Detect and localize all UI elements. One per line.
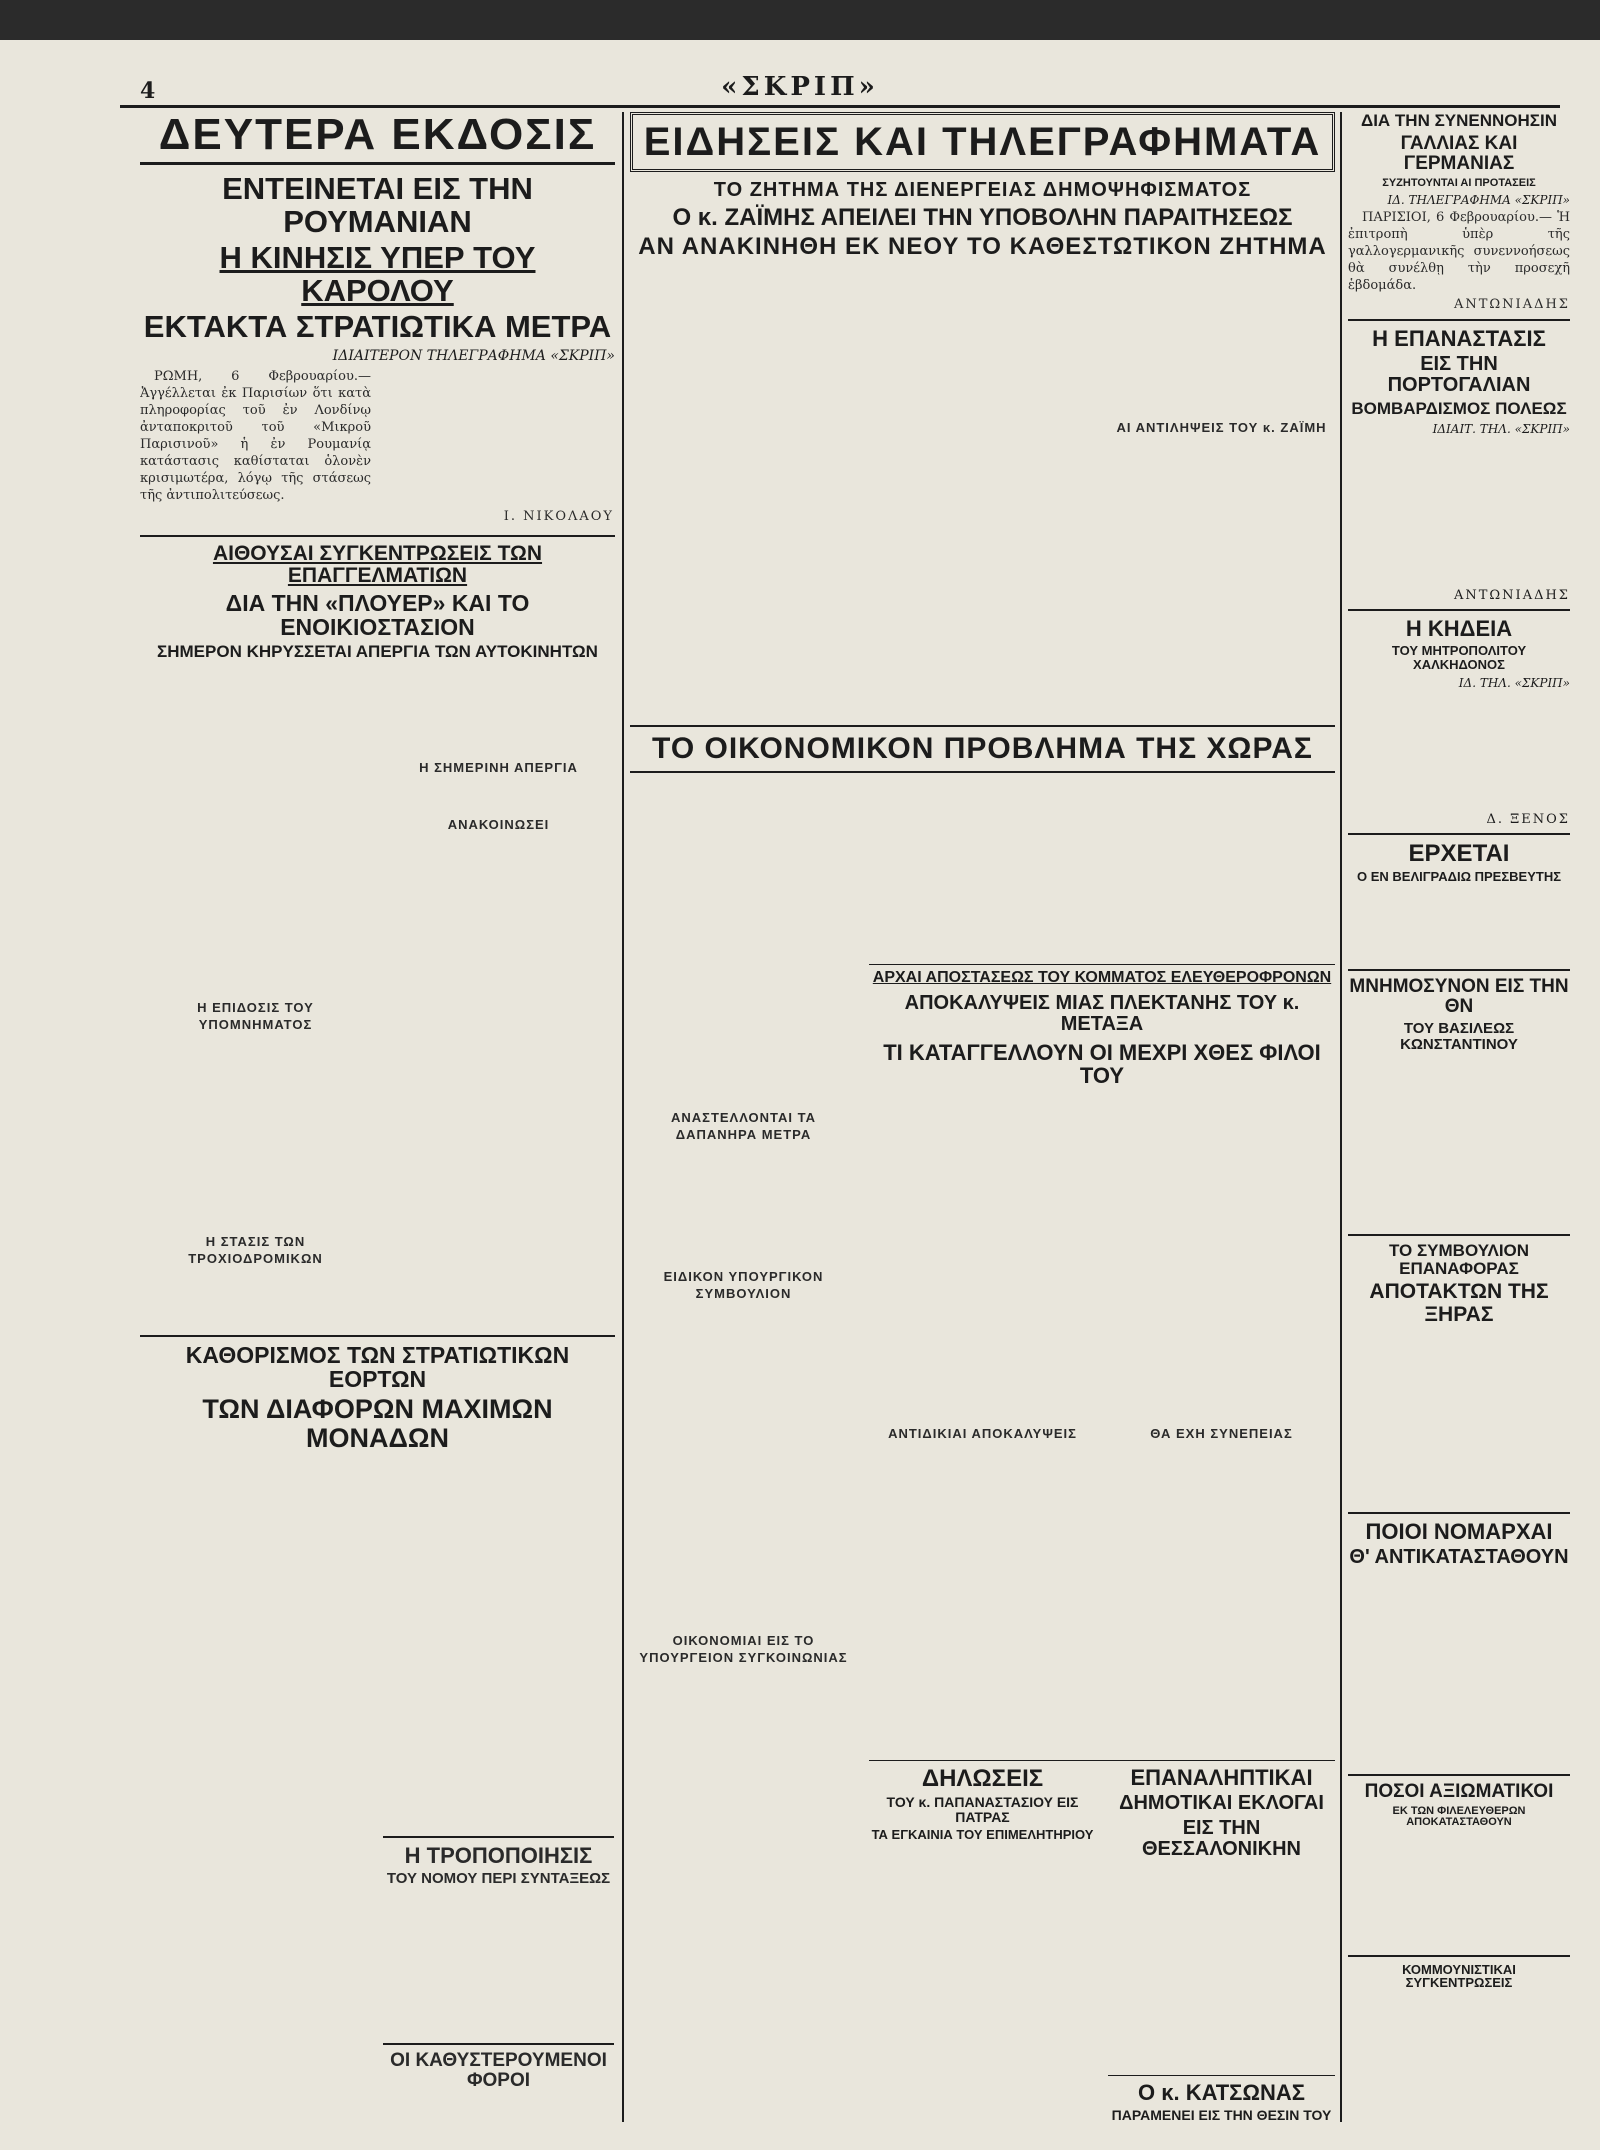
rumania-headline-2: Η ΚΙΝΗΣΙΣ ΥΠΕΡ ΤΟΥ ΚΑΡΟΛΟΥ (219, 240, 536, 308)
funeral-byline: ΙΔ. ΤΗΛ. «ΣΚΡΙΠ» (1458, 675, 1570, 690)
officers-article (1348, 1829, 1570, 1949)
liberals-headline-2: ΑΠΟΚΑΛΥΨΕΙΣ ΜΙΑΣ ΠΛΕΚΤΑΝΗΣ ΤΟΥ κ. ΜΕΤΑΞΑ (904, 991, 1300, 1035)
center-column (630, 112, 1335, 2122)
memorial-headline-2: ΤΟΥ ΒΑΣΙΛΕΩΣ ΚΩΝΣΤΑΝΤΙΝΟΥ (1400, 1020, 1518, 1054)
referendum-headline-1: ΤΟ ΖΗΤΗΜΑ ΤΗΣ ΔΙΕΝΕΡΓΕΙΑΣ ΔΗΜΟΨΗΦΙΣΜΑΤΟΣ (713, 179, 1252, 201)
divider (1348, 1234, 1570, 1236)
page-number: 4 (140, 78, 156, 104)
memorial-headline-1: ΜΝΗΜΟΣΥΝΟΝ ΕΙΣ ΤΗΝ ΘΝ (1349, 976, 1569, 1018)
officers-headline-1: ΠΟΣΟΙ ΑΞΙΩΜΑΤΙΚΟΙ (1364, 1780, 1554, 1802)
elections-headline-2: ΔΗΜΟΤΙΚΑΙ ΕΚΛΟΓΑΙ (1119, 1791, 1324, 1814)
divider (1348, 1774, 1570, 1776)
rumania-headline-1: ΕΝΤΕΙΝΕΤΑΙ ΕΙΣ ΤΗΝ ΡΟΥΜΑΝΙΑΝ (222, 171, 533, 239)
meetings-article (140, 669, 615, 1329)
meetings-col-2 (383, 669, 614, 1329)
referendum-subhead: ΑΙ ΑΝΤΙΛΗΨΕΙΣ ΤΟΥ κ. ΖΑΪΜΗ (1116, 420, 1327, 436)
news-section-title: ΕΙΔΗΣΕΙΣ ΚΑΙ ΤΗΛΕΓΡΑΦΗΜΑΤΑ (630, 112, 1335, 172)
meetings-headline-2: ΔΙΑ ΤΗΝ «ΠΛΟΥΕΡ» ΚΑΙ ΤΟ ΕΝΟΙΚΙΟΣΤΑΣΙΟΝ (225, 590, 530, 641)
economy-article (630, 779, 1335, 2122)
column-divider (1340, 112, 1342, 2122)
germany-headline-2: ΓΑΛΛΙΑΣ ΚΑΙ ΓΕΡΜΑΝΙΑΣ (1400, 132, 1518, 174)
divider (630, 725, 1335, 727)
meetings-headline-3: ΣΗΜΕΡΟΝ ΚΗΡΥΣΣΕΤΑΙ ΑΠΕΡΓΙΑ ΤΩΝ ΑΥΤΟΚΙΝΗΤΩΝ (157, 642, 598, 662)
economy-subhead-3: ΟΙΚΟΝΟΜΙΑΙ ΕΙΣ ΤΟ ΥΠΟΥΡΓΕΙΟΝ ΣΥΓΚΟΙΝΩΝΙΑΣ (639, 1632, 848, 1665)
germany-article (1348, 209, 1570, 313)
rumania-lead-text: ΡΩΜΗ, 6 Φεβρουαρίου.— Ἀγγέλλεται ἐκ Παρισίων ὅτι κατὰ πληροφορίας τοῦ ἐν Λονδίνῳ ἀνταποκριτοῦ τοῦ «Μικροῦ Παρισινοῦ» ἡ ἐν Ρουμανίᾳ κατάστασις καθίσταται ὁλονὲν κρισιμωτέρα, λόγῳ τῆς στάσεως τῆς ἀντιπολιτεύσεως. (140, 368, 371, 503)
economy-col-2-text (869, 779, 1335, 959)
funeral-headline-1: Η ΚΗΔΕΙΑ (1405, 616, 1513, 642)
meetings-subhead-4: ΑΝΑΚΟΙΝΩΣΕΙ (447, 817, 550, 833)
council-article (1348, 1326, 1570, 1506)
tax-text (383, 1887, 614, 2037)
germany-lead: ΠΑΡΙΣΙΟΙ, 6 Φεβρουαρίου.— Ἡ ἐπιτροπὴ ὑπὲρ τῆς γαλλογερμανικῆς συνεννοήσεως θὰ συνέλθῃ τὴν προσεχῆ ἑβδομάδα. (1348, 210, 1570, 294)
germany-headline-3: ΣΥΖΗΤΟΥΝΤΑΙ ΑΙ ΠΡΟΤΑΣΕΙΣ (1382, 176, 1536, 189)
liberals-headline-1: ΑΡΧΑΙ ΑΠΟΣΤΑΣΕΩΣ ΤΟΥ ΚΟΜΜΑΤΟΣ ΕΛΕΥΘΕΡΟΦΡΟΝΩΝ (872, 968, 1332, 986)
elections-headline-1: ΕΠΑΝΑΛΗΠΤΙΚΑΙ (1130, 1764, 1313, 1790)
column-divider (622, 112, 624, 2122)
referendum-col-2 (869, 269, 1096, 719)
funeral-article (1348, 690, 1570, 810)
officers-headline-2: ΕΚ ΤΩΝ ΦΙΛΕΛΕΥΘΕΡΩΝ ΑΠΟΚΑΤΑΣΤΑΘΟΥΝ (1392, 1804, 1526, 1829)
portugal-headline-2: ΕΙΣ ΤΗΝ ΠΟΡΤΟΓΑΛΙΑΝ (1387, 353, 1531, 397)
patras-headline-1: ΔΗΛΩΣΕΙΣ (921, 1764, 1044, 1792)
divider (383, 1836, 614, 1838)
divider (1348, 609, 1570, 611)
portugal-headline-3: ΒΟΜΒΑΡΔΙΣΜΟΣ ΠΟΛΕΩΣ (1351, 399, 1567, 419)
rumania-headline-3: ΕΚΤΑΚΤΑ ΣΤΡΑΤΙΩΤΙΚΑ ΜΕΤΡΑ (143, 309, 612, 345)
patras-headline-2: ΤΟΥ κ. ΠΑΠΑΝΑΣΤΑΣΙΟΥ ΕΙΣ ΠΑΤΡΑΣ (886, 1794, 1079, 1825)
patras-article (869, 1766, 1096, 2122)
right-column (1348, 112, 1570, 2122)
referendum-headline-3: ΑΝ ΑΝΑΚΙΝΗΘΗ ΕΚ ΝΕΟΥ ΤΟ ΚΑΘΕΣΤΩΤΙΚΟΝ ΖΗΤΗΜΑ (638, 233, 1327, 261)
divider (140, 1335, 615, 1337)
economy-subhead-2: ΕΙΔΙΚΟΝ ΥΠΟΥΡΓΙΚΟΝ ΣΥΜΒΟΥΛΙΟΝ (663, 1268, 824, 1301)
referendum-article (630, 269, 1335, 719)
liberals-col-2 (1108, 1095, 1335, 1755)
divider (383, 2043, 614, 2045)
council-headline-2: ΑΠΟΤΑΚΤΩΝ ΤΗΣ ΞΗΡΑΣ (1369, 1280, 1549, 1326)
tax-headline-2: ΤΟΥ ΝΟΜΟΥ ΠΕΡΙ ΣΥΝΤΑΞΕΩΣ (386, 1870, 611, 1888)
prefects-headline-1: ΠΟΙΟΙ ΝΟΜΑΡΧΑΙ (1365, 1518, 1553, 1544)
meetings-subhead-3: Η ΣΗΜΕΡΙΝΗ ΑΠΕΡΓΙΑ (419, 760, 578, 776)
divider (869, 1760, 1335, 1761)
communists-headline: ΚΟΜΜΟΥΝΙΣΤΙΚΑΙ ΣΥΓΚΕΝΤΡΩΣΕΙΣ (1402, 1961, 1516, 1991)
portugal-article (1348, 436, 1570, 586)
portugal-signature: ΑΝΤΩΝΙΑΔΗΣ (1453, 588, 1570, 604)
council-headline-1: ΤΟ ΣΥΜΒΟΥΛΙΟΝ ΕΠΑΝΑΦΟΡΑΣ (1388, 1240, 1530, 1278)
divider (1348, 969, 1570, 971)
economy-col-1 (630, 779, 857, 2079)
economy-right-block (869, 779, 1335, 2122)
portugal-byline: ΙΔΙΑΙΤ. ΤΗΛ. «ΣΚΡΙΠ» (1432, 422, 1570, 437)
elections-headline-3: ΕΙΣ ΤΗΝ ΘΕΣΣΑΛΟΝΙΚΗΝ (1141, 1816, 1302, 1860)
elections-article (1108, 1766, 1335, 2122)
edition-title: ΔΕΥΤΕΡΑ ΕΚΔΟΣΙΣ (140, 112, 615, 165)
meetings-subhead-2: Η ΣΤΑΣΙΣ ΤΩΝ ΤΡΟΧΙΟΔΡΟΜΙΚΩΝ (188, 1234, 323, 1267)
referendum-headline-2: Ο κ. ΖΑΪΜΗΣ ΑΠΕΙΛΕΙ ΤΗΝ ΥΠΟΒΟΛΗΝ ΠΑΡΑΙΤΗΣΕΩΣ (672, 204, 1293, 231)
economy-headline: ΤΟ ΟΙΚΟΝΟΜΙΚΟΝ ΠΡΟΒΛΗΜΑ ΤΗΣ ΧΩΡΑΣ (652, 732, 1313, 766)
meetings-headline-1: ΑΙΘΟΥΣΑΙ ΣΥΓΚΕΝΤΡΩΣΕΙΣ ΤΩΝ ΕΠΑΓΓΕΛΜΑΤΙΩΝ (212, 541, 543, 587)
liberals-col-1 (869, 1095, 1096, 1755)
masthead-title: «ΣΚΡΙΠ» (721, 72, 879, 102)
divider (1348, 833, 1570, 835)
rumania-continued (383, 368, 614, 525)
rumania-signature: Ι. ΝΙΚΟΛΑΟΥ (503, 508, 614, 524)
portugal-headline-1: Η ΕΠΑΝΑΣΤΑΣΙΣ (1372, 326, 1546, 352)
holidays-article (140, 1460, 615, 2122)
prefects-article (1348, 1568, 1570, 1768)
holidays-headline-2: ΤΩΝ ΔΙΑΦΟΡΩΝ ΜΑΧΙΜΩΝ ΜΟΝΑΔΩΝ (202, 1394, 553, 1453)
divider (630, 771, 1335, 773)
meetings-col-1 (140, 669, 371, 1329)
liberals-headline-3: ΤΙ ΚΑΤΑΓΓΕΛΛΟΥΝ ΟΙ ΜΕΧΡΙ ΧΘΕΣ ΦΙΛΟΙ ΤΟΥ (883, 1039, 1321, 1088)
left-column (140, 112, 615, 2122)
ambassador-article (1348, 883, 1570, 963)
katsonas-headline-1: Ο κ. ΚΑΤΣΩΝΑΣ (1138, 2079, 1305, 2105)
divider (869, 964, 1335, 965)
germany-byline: ΙΔ. ΤΗΛΕΓΡΑΦΗΜΑ «ΣΚΡΙΠ» (1387, 193, 1570, 208)
scan-top-edge (0, 0, 1600, 40)
meetings-subhead-1: Η ΕΠΙΔΟΣΙΣ ΤΟΥ ΥΠΟΜΝΗΜΑΤΟΣ (197, 1000, 314, 1033)
funeral-headline-2: ΤΟΥ ΜΗΤΡΟΠΟΛΙΤΟΥ ΧΑΛΚΗΔΟΝΟΣ (1391, 643, 1527, 672)
patras-headline-3: ΤΑ ΕΓΚΑΙΝΙΑ ΤΟΥ ΕΠΙΜΕΛΗΤΗΡΙΟΥ (871, 1827, 1094, 1843)
katsonas-headline-2: ΠΑΡΑΜΕΝΕΙ ΕΙΣ ΤΗΝ ΘΕΣΙΝ ΤΟΥ (1111, 2107, 1332, 2122)
liberals-subhead-2: ΘΑ ΕΧΗ ΣΥΝΕΠΕΙΑΣ (1150, 1425, 1293, 1441)
germany-headline-1: ΔΙΑ ΤΗΝ ΣΥΝΕΝΝΟΗΣΙΝ (1360, 112, 1557, 130)
tax-headline-1: Η ΤΡΟΠΟΠΟΙΗΣΙΣ (404, 1843, 593, 1869)
divider (1108, 2075, 1335, 2076)
ambassador-headline-2: Ο ΕΝ ΒΕΛΙΓΡΑΔΙΩ ΠΡΕΣΒΕΥΤΗΣ (1356, 868, 1562, 884)
divider (1348, 319, 1570, 321)
prefects-headline-2: Θ' ΑΝΤΙΚΑΤΑΣΤΑΘΟΥΝ (1349, 1545, 1569, 1568)
holidays-col-1 (140, 1460, 371, 2122)
bottom-center-articles (869, 1766, 1335, 2122)
divider (1348, 1512, 1570, 1514)
referendum-col-3 (1108, 269, 1335, 719)
holidays-col-2-text (383, 1460, 614, 1830)
germany-signature: ΑΝΤΩΝΙΑΔΗΣ (1453, 297, 1570, 313)
rumania-byline: ΙΔΙΑΙΤΕΡΟΝ ΤΗΛΕΓΡΑΦΗΜΑ «ΣΚΡΙΠ» (332, 347, 615, 364)
holidays-col-2 (383, 1460, 614, 2122)
memorial-article (1348, 1053, 1570, 1228)
masthead-rule (120, 105, 1560, 108)
ambassador-headline-1: ΕΡΧΕΤΑΙ (1408, 839, 1510, 867)
holidays-headline-1: ΚΑΘΟΡΙΣΜΟΣ ΤΩΝ ΣΤΡΑΤΙΩΤΙΚΩΝ ΕΟΡΤΩΝ (185, 1342, 570, 1393)
funeral-signature: Δ. ΞΕΝΟΣ (1486, 811, 1570, 827)
divider (1348, 1955, 1570, 1957)
rumania-article (140, 368, 615, 525)
divider (140, 535, 615, 537)
liberals-article (869, 1095, 1335, 1755)
liberals-subhead-1: ΑΝΤΙΔΙΚΙΑΙ ΑΠΟΚΑΛΥΨΕΙΣ (888, 1425, 1077, 1441)
arrears-headline: ΟΙ ΚΑΘΥΣΤΕΡΟΥΜΕΝΟΙ ΦΟΡΟΙ (390, 2049, 607, 2091)
rumania-lead (140, 368, 371, 525)
referendum-col-1 (630, 269, 857, 719)
elections-text (1108, 1860, 1335, 2070)
economy-subhead-1: ΑΝΑΣΤΕΛΛΟΝΤΑΙ ΤΑ ΔΑΠΑΝΗΡΑ ΜΕΤΡΑ (670, 1109, 817, 1142)
